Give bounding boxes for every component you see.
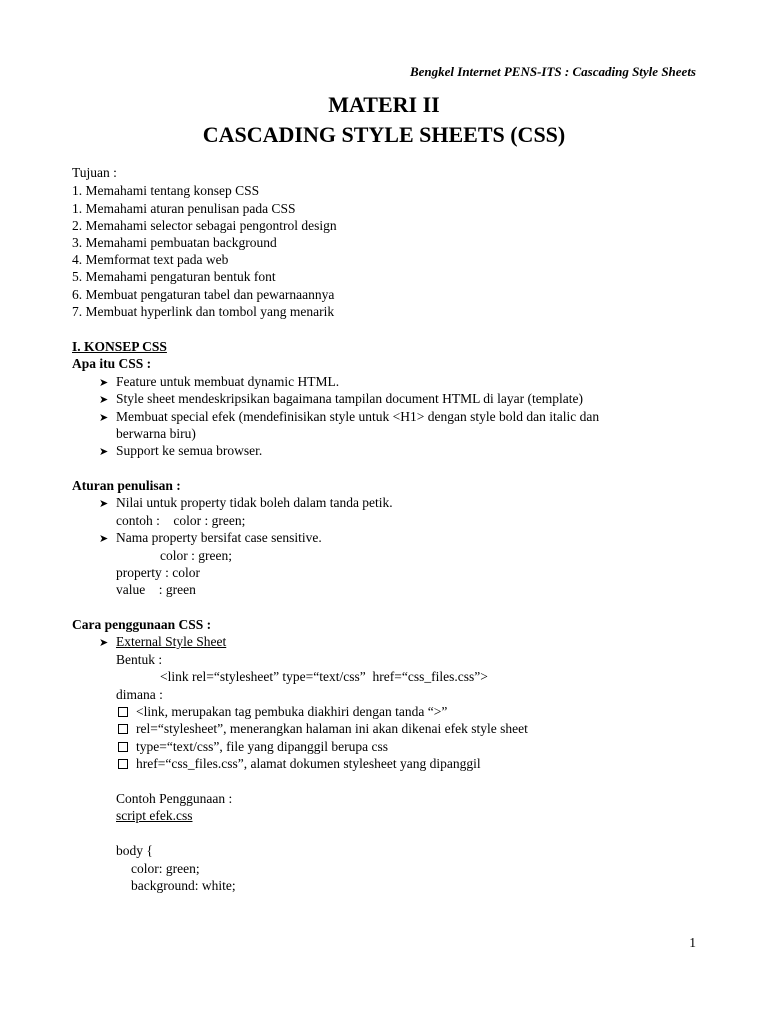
arrow-bullet-icon: ➤ bbox=[99, 637, 109, 649]
checkbox-item: <link, merupakan tag pembuka diakhiri dengan tanda “>” bbox=[118, 703, 447, 720]
example-line: value : green bbox=[116, 582, 196, 597]
bullet-item: ➤ Style sheet mendeskripsikan bagaimana tampilan document HTML di layar (template) bbox=[99, 390, 583, 409]
square-bullet-icon bbox=[118, 724, 128, 734]
tujuan-item: 2. Memahami selector sebagai pengontrol design bbox=[72, 218, 337, 233]
checkbox-item: href=“css_files.css”, alamat dokumen stylesheet yang dipanggil bbox=[118, 755, 481, 772]
tujuan-item: 1. Memahami aturan penulisan pada CSS bbox=[72, 201, 296, 216]
apa-itu-label: Apa itu CSS : bbox=[72, 356, 152, 371]
aturan-label: Aturan penulisan : bbox=[72, 478, 181, 493]
checkbox-item: type=“text/css”, file yang dipanggil berupa css bbox=[118, 738, 388, 755]
code-line: <link rel=“stylesheet” type=“text/css” href=“css_files.css”> bbox=[160, 669, 488, 684]
bullet-item: ➤ Membuat special efek (mendefinisikan style untuk <H1> dengan style bold dan italic dan bbox=[99, 408, 599, 427]
tujuan-label: Tujuan : bbox=[72, 165, 117, 180]
arrow-bullet-icon: ➤ bbox=[99, 498, 109, 510]
bullet-item: ➤ External Style Sheet bbox=[99, 633, 226, 652]
example-line: contoh : color : green; bbox=[116, 513, 246, 528]
section-heading: I. KONSEP CSS bbox=[72, 339, 167, 354]
bullet-item: ➤ Feature untuk membuat dynamic HTML. bbox=[99, 373, 339, 392]
tujuan-item: 5. Memahami pengaturan bentuk font bbox=[72, 269, 276, 284]
square-bullet-icon bbox=[118, 759, 128, 769]
bullet-item-continuation: berwarna biru) bbox=[116, 426, 196, 441]
bullet-item: ➤ Support ke semua browser. bbox=[99, 442, 262, 461]
bullet-item: ➤ Nama property bersifat case sensitive. bbox=[99, 529, 322, 548]
arrow-bullet-icon: ➤ bbox=[99, 394, 109, 406]
square-bullet-icon bbox=[118, 742, 128, 752]
checkbox-item: rel=“stylesheet”, menerangkan halaman ini akan dikenai efek style sheet bbox=[118, 720, 528, 737]
tujuan-item: 1. Memahami tentang konsep CSS bbox=[72, 183, 260, 198]
cara-label: Cara penggunaan CSS : bbox=[72, 617, 212, 632]
bentuk-label: Bentuk : bbox=[116, 652, 163, 667]
tujuan-item: 3. Memahami pembuatan background bbox=[72, 235, 277, 250]
arrow-bullet-icon: ➤ bbox=[99, 412, 109, 424]
script-filename: script efek.css bbox=[116, 808, 193, 823]
example-line: color : green; bbox=[160, 548, 232, 563]
title-line-2: CASCADING STYLE SHEETS (CSS) bbox=[202, 122, 566, 147]
dimana-label: dimana : bbox=[116, 687, 163, 702]
code-line: body { bbox=[116, 843, 153, 858]
bullet-item: ➤ Nilai untuk property tidak boleh dalam tanda petik. bbox=[99, 494, 393, 513]
tujuan-item: 4. Memformat text pada web bbox=[72, 252, 229, 267]
arrow-bullet-icon: ➤ bbox=[99, 446, 109, 458]
tujuan-item: 6. Membuat pengaturan tabel dan pewarnaannya bbox=[72, 287, 335, 302]
arrow-bullet-icon: ➤ bbox=[99, 533, 109, 545]
code-line: color: green; bbox=[131, 861, 200, 876]
example-line: property : color bbox=[116, 565, 200, 580]
code-line: background: white; bbox=[131, 878, 236, 893]
tujuan-item: 7. Membuat hyperlink dan tombol yang menarik bbox=[72, 304, 335, 319]
page-number: 1 bbox=[689, 935, 696, 950]
contoh-label: Contoh Penggunaan : bbox=[116, 791, 233, 806]
square-bullet-icon bbox=[118, 707, 128, 717]
title-line-1: MATERI II bbox=[328, 92, 440, 117]
arrow-bullet-icon: ➤ bbox=[99, 377, 109, 389]
running-header: Bengkel Internet PENS-ITS : Cascading Style Sheets bbox=[409, 64, 696, 79]
